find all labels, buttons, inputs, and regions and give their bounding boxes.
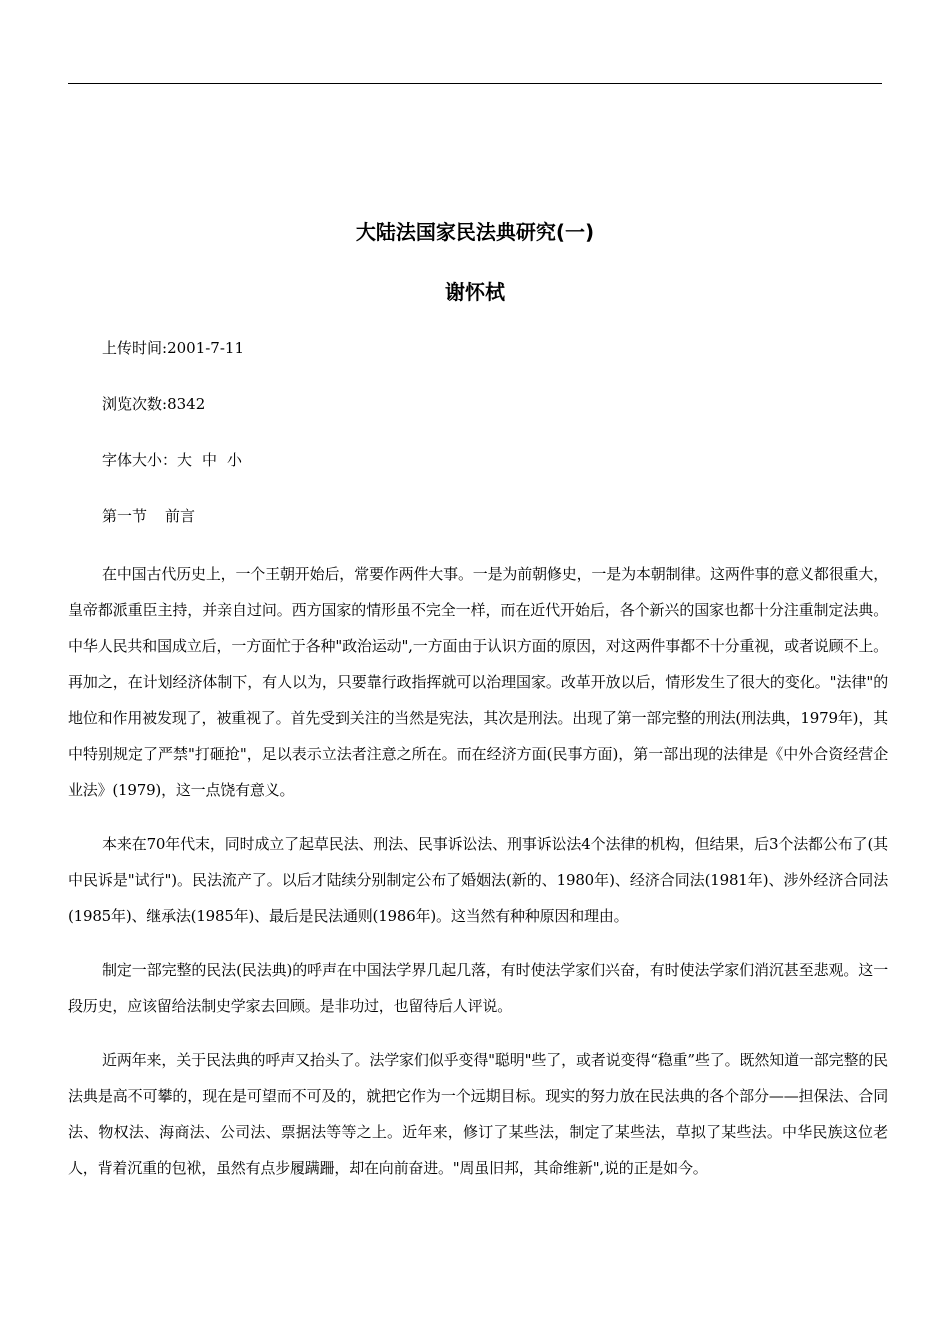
upload-time-value: 2001-7-11 <box>167 339 245 357</box>
document-title: 大陆法国家民法典研究(一) <box>355 220 595 244</box>
font-size-selector <box>68 446 888 474</box>
font-size-medium[interactable]: 中 <box>202 451 218 469</box>
view-count <box>68 390 888 418</box>
font-size-label: 字体大小： <box>102 451 178 469</box>
section-heading <box>68 502 888 530</box>
section-name: 前言 <box>165 507 196 525</box>
paragraph-4: 近两年来，关于民法典的呼声又抬头了。法学家们似乎变得"聪明"些了，或者说变得“稳重”些了。既然知道一部完整的民法典是高不可攀的，现在是可望而不可及的，就把它作为一个远期目标。现实的努力放在民法典的各个部分——担保法、合同法、物权法、海商法、公司法、票据法等等之上。近年来，修订了某些法，制定了某些法，草拟了某些法。中华民族这位老人，背着沉重的包袱，虽然有点步履蹒跚，却在向前奋进。"周虽旧邦，其命维新",说的正是如今。 <box>68 1051 888 1177</box>
section-number: 第一节 <box>102 507 148 525</box>
view-count-value: 8342 <box>167 395 206 413</box>
paragraph-3: 制定一部完整的民法(民法典)的呼声在中国法学界几起几落，有时使法学家们兴奋，有时使法学家们消沉甚至悲观。这一段历史，应该留给法制史学家去回顾。是非功过，也留待后人评说。 <box>68 961 888 1015</box>
view-count-label: 浏览次数: <box>102 395 168 413</box>
header-rule <box>68 83 882 84</box>
upload-time <box>68 334 888 362</box>
paragraph-1: 在中国古代历史上，一个王朝开始后，常要作两件大事。一是为前朝修史，一是为本朝制律。这两件事的意义都很重大，皇帝都派重臣主持，并亲自过问。西方国家的情形虽不完全一样，而在近代开始后，各个新兴的国家也都十分注重制定法典。中华人民共和国成立后，一方面忙于各种"政治运动",一方面由于认识方面的原因，对这两件事都不十分重视，或者说顾不上。再加之，在计划经济体制下，有人以为，只要靠行政指挥就可以治理国家。改革开放以后，情形发生了很大的变化。"法律"的地位和作用被发现了，被重视了。首先受到关注的当然是宪法，其次是刑法。出现了第一部完整的刑法(刑法典，1979年)，其中特别规定了严禁"打砸抢"，足以表示立法者注意之所在。而在经济方面(民事方面)，第一部出现的法律是《中外合资经营企业法》(1979)，这一点饶有意义。 <box>68 565 888 799</box>
font-size-small[interactable]: 小 <box>227 451 243 469</box>
document-author: 谢怀栻 <box>445 280 505 304</box>
paragraph-2: 本来在70年代末，同时成立了起草民法、刑法、民事诉讼法、刑事诉讼法4个法律的机构，但结果，后3个法都公布了(其中民诉是"试行")。民法流产了。以后才陆续分别制定公布了婚姻法(新的、1980年)、经济合同法(1981年)、涉外经济合同法(1985年)、继承法(1985年)、最后是民法通则(1986年)。这当然有种种原因和理由。 <box>68 835 888 925</box>
upload-time-label: 上传时间: <box>102 339 168 357</box>
font-size-large[interactable]: 大 <box>177 451 193 469</box>
document-body <box>68 334 888 1204</box>
